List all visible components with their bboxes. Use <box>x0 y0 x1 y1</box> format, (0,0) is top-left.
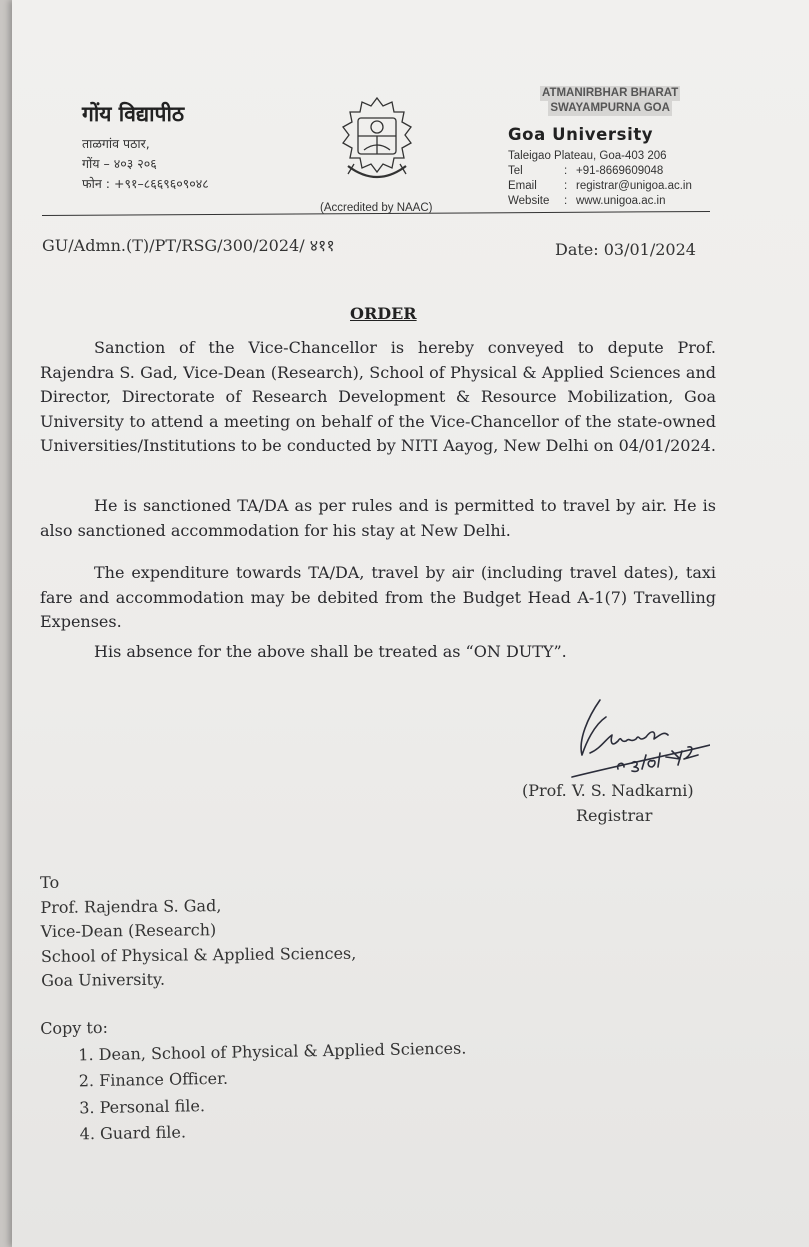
body-paragraph: The expenditure towards TA/DA, travel by air (including travel dates), taxi fare and accommodation may be debited from the Budget Head A-1(7) Travelling Expenses. <box>40 563 716 632</box>
tagline <box>540 86 680 116</box>
list-item: 3. Personal file. <box>99 1088 467 1121</box>
recipient-line: Prof. Rajendra S. Gad, <box>40 895 222 917</box>
website-url: www.unigoa.ac.in <box>576 195 666 207</box>
list-item: 2. Finance Officer. <box>99 1062 467 1095</box>
document-heading: ORDER <box>350 304 417 323</box>
university-emblem-icon <box>334 94 420 194</box>
signatory-block <box>522 778 694 828</box>
copy-to-block <box>40 1009 468 1149</box>
signatory-name: (Prof. V. S. Nadkarni) <box>522 781 694 800</box>
marathi-university-name: गोंय विद्यापीठ <box>82 102 185 126</box>
recipient-line: School of Physical & Applied Sciences, <box>40 943 357 966</box>
signatory-designation: Registrar <box>576 806 653 825</box>
copy-to-label: Copy to: <box>40 1017 109 1038</box>
copy-to-list <box>40 1035 468 1148</box>
recipient-line: Goa University. <box>41 969 166 990</box>
document-page <box>12 0 809 1247</box>
contact-row: Email : registrar@unigoa.ac.in <box>508 180 692 192</box>
university-name: Goa University <box>508 125 654 144</box>
contact-row: Website : www.unigoa.ac.in <box>508 195 666 207</box>
accreditation-note: (Accredited by NAAC) <box>320 202 433 214</box>
order-date: Date: 03/01/2024 <box>555 240 696 259</box>
phone-number: +91-8669609048 <box>576 165 664 177</box>
contact-block <box>508 149 692 209</box>
tagline-line: SWAYAMPURNA GOA <box>550 102 670 114</box>
marathi-address-line: ताळगांव पठार, <box>82 136 150 151</box>
handwritten-signature <box>560 695 710 780</box>
marathi-phone-line: फोन : +९१–८६६९६०९०४८ <box>82 176 209 191</box>
body-paragraph: Sanction of the Vice-Chancellor is hereby conveyed to depute Prof. Rajendra S. Gad, Vice-Dean (Research), School of Physical & Applied Sciences and Director, Directorate of Research Development & Resource Mobilization, Goa University to attend a meeting on behalf of the Vice-Chancellor of the state-owned Universities/Institutions to be conducted by NITI Aayog, New Delhi on 04/01/2024. <box>40 338 716 456</box>
recipient-block <box>40 868 357 994</box>
recipient-label: To <box>40 872 60 892</box>
marathi-address-line: गोंय – ४०३ २०६ <box>82 156 157 171</box>
list-item: 1. Dean, School of Physical & Applied Sciences. <box>98 1035 466 1068</box>
contact-row: Tel : +91-8669609048 <box>508 165 664 177</box>
list-item: 4. Guard file. <box>100 1115 468 1148</box>
email-address: registrar@unigoa.ac.in <box>576 180 692 192</box>
body-paragraph: He is sanctioned TA/DA as per rules and is permitted to travel by air. He is also sanctioned accommodation for his stay at New Delhi. <box>40 496 716 540</box>
address-line: Taleigao Plateau, Goa-403 206 <box>508 150 667 162</box>
tagline-line: ATMANIRBHAR BHARAT <box>542 87 679 99</box>
recipient-line: Vice-Dean (Research) <box>40 920 217 941</box>
body-paragraph: His absence for the above shall be treated as “ON DUTY”. <box>94 642 567 661</box>
reference-number: GU/Admn.(T)/PT/RSG/300/2024/ ४११ <box>42 236 335 255</box>
letterhead-marathi <box>82 100 209 194</box>
